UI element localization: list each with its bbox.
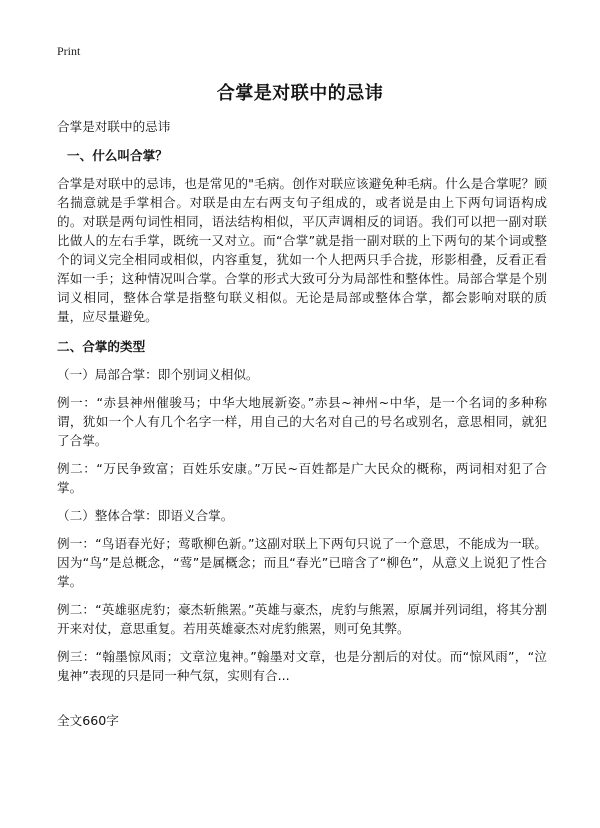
example-paragraph: 例一：“赤县神州催骏马；中华大地展新姿。”赤县~神州~中华，是一个名词的多种称谓，犹如一个人有几个名字一样，用自己的大名对自己的号名或别名，意思相同，就犯了合掌。 bbox=[57, 395, 547, 448]
example-paragraph: 例二：“万民争致富；百姓乐安康。”万民~百姓都是广大民众的概称，两词相对犯了合掌。 bbox=[57, 461, 547, 495]
article-subtitle: 合掌是对联中的忌讳 bbox=[57, 119, 171, 134]
section-heading-1: 一、什么叫合掌？ bbox=[67, 148, 168, 163]
example-paragraph: 例一：“鸟语春光好；莺歌柳色新。”这副对联上下两句只说了一个意思，不能成为一联。因为“鸟”是总概念，“莺”是属概念；而且“春光”已暗含了“柳色”，从意义上说犯了性合掌。 bbox=[57, 536, 547, 589]
subsection-heading-local: （一）局部合掌：即个别词义相似。 bbox=[57, 367, 259, 382]
example-paragraph: 例二：“英雄驱虎豹；豪杰斩熊罴。”英雄与豪杰，虎豹与熊罴，原属并列词组，将其分割开来对仗，意思重复。若用英雄豪杰对虎豹熊罴，则可免其弊。 bbox=[57, 602, 547, 636]
example-paragraph: 例三：“翰墨惊风雨；文章泣鬼神。”翰墨对文章，也是分割后的对仗。而“惊风雨”，“泣鬼神”表现的只是同一种气氛，实则有合... bbox=[57, 649, 547, 683]
section-heading-2: 二、合掌的类型 bbox=[57, 339, 146, 354]
print-label[interactable]: Print bbox=[57, 44, 81, 58]
word-count: 全文660字 bbox=[57, 713, 119, 728]
article-body bbox=[57, 117, 547, 694]
section-1-paragraph: 合掌是对联中的忌讳，也是常见的"毛病。创作对联应该避免种毛病。什么是合掌呢？顾名揣意就是手掌相合。对联是由左右两支句子组成的，或者说是由上下两句词语构成的。对联是两句词性相同，语法结构相似，平仄声调相反的词语。我们可以把一副对联比做人的左右手掌，既统一又对立。而“合掌”就是指一副对联的上下两句的某个词或整个的词义完全相同或相似，内容重复，犹如一个人把两只手合拢，形影相叠，反看正看浑如一手；这种情况叫合掌。合掌的形式大致可分为局部性和整体性。局部合掌是个别词义相同，整体合掌是指整句联义相似。无论是局部或整体合掌，都会影响对联的质量，应尽量避免。 bbox=[57, 176, 547, 324]
subsection-heading-whole: （二）整体合掌：即语义合掌。 bbox=[57, 508, 234, 523]
page-title: 合掌是对联中的忌讳 bbox=[216, 83, 384, 104]
